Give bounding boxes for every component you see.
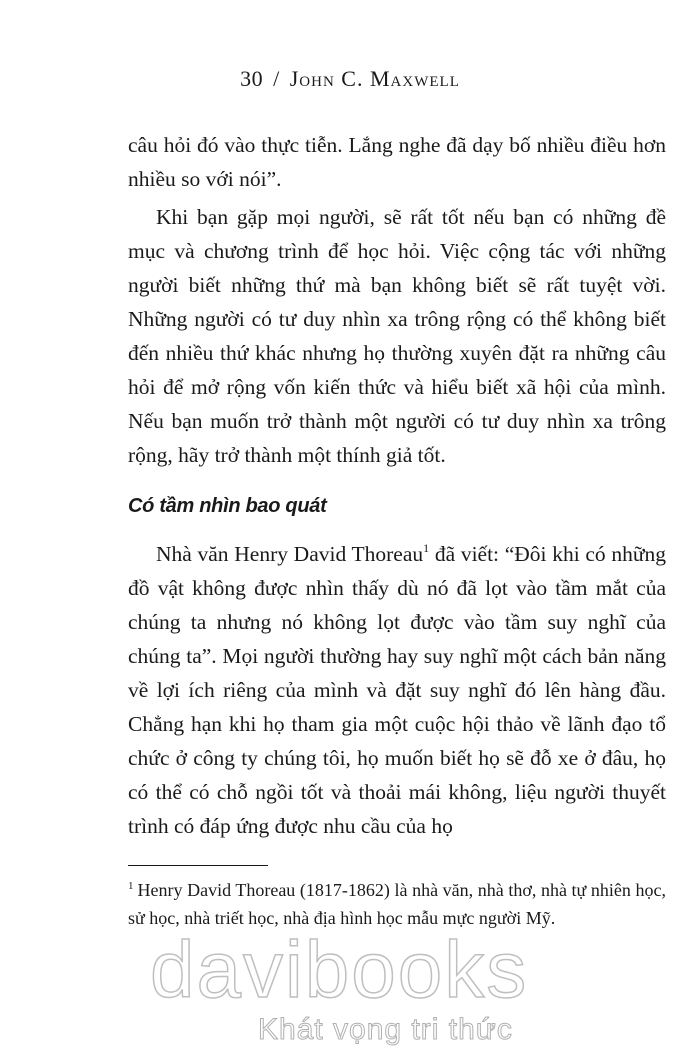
header-separator: / bbox=[273, 66, 280, 91]
footnote bbox=[128, 876, 666, 932]
footnote-text: Henry David Thoreau (1817-1862) là nhà văn, nhà thơ, nhà tự nhiên học, sử học, nhà triết học, nhà địa hình học mẫu mực người Mỹ. bbox=[128, 880, 666, 928]
watermark-tagline: Khát vọng tri thức bbox=[258, 1013, 513, 1046]
paragraph-listening bbox=[128, 200, 666, 472]
running-header bbox=[0, 66, 700, 92]
page-number: 30 bbox=[240, 66, 264, 91]
paragraph-text-start: Nhà văn Henry David Thoreau bbox=[156, 542, 424, 566]
paragraph-text: Khi bạn gặp mọi người, sẽ rất tốt nếu bạn có những đề mục và chương trình để học hỏi. Việc cộng tác với những người biết những thứ mà bạn không biết sẽ rất tuyệt vời. Những người có tư duy nhìn xa trông rộng có thể không biết đến nhiều thứ khác nhưng họ thường xuyên đặt ra những câu hỏi để mở rộng vốn kiến thức và hiểu biết xã hội của mình. Nếu bạn muốn trở thành một người có tư duy nhìn xa trông rộng, hãy trở thành một thính giả tốt. bbox=[128, 205, 666, 467]
footnote-marker: 1 bbox=[128, 880, 134, 892]
watermark-logo: davibooks bbox=[150, 925, 529, 1014]
footnote-reference: 1 bbox=[423, 541, 430, 555]
footnote-divider bbox=[128, 865, 268, 866]
paragraph-text: câu hỏi đó vào thực tiễn. Lắng nghe đã dạy bố nhiều điều hơn nhiều so với nói”. bbox=[128, 133, 666, 191]
author-name: John C. Maxwell bbox=[289, 66, 460, 91]
paragraph-text bbox=[128, 537, 666, 843]
paragraph-thoreau bbox=[128, 537, 666, 843]
paragraph-text-rest: đã viết: “Đôi khi có những đồ vật không được nhìn thấy dù nó đã lọt vào tầm mắt của chúng ta nhưng nó không lọt được vào tầm suy nghĩ của chúng ta”. Mọi người thường hay suy nghĩ một cách bản năng về lợi ích riêng của mình và đặt suy nghĩ đó lên hàng đầu. Chẳng hạn khi họ tham gia một cuộc hội thảo về lãnh đạo tổ chức ở công ty chúng tôi, họ muốn biết họ sẽ đỗ xe ở đâu, họ có thể có chỗ ngồi tốt và thoải mái không, liệu người thuyết trình có đáp ứng được nhu cầu của họ bbox=[128, 542, 667, 838]
section-heading: Có tầm nhìn bao quát bbox=[128, 495, 327, 517]
paragraph-continuation bbox=[128, 128, 666, 196]
